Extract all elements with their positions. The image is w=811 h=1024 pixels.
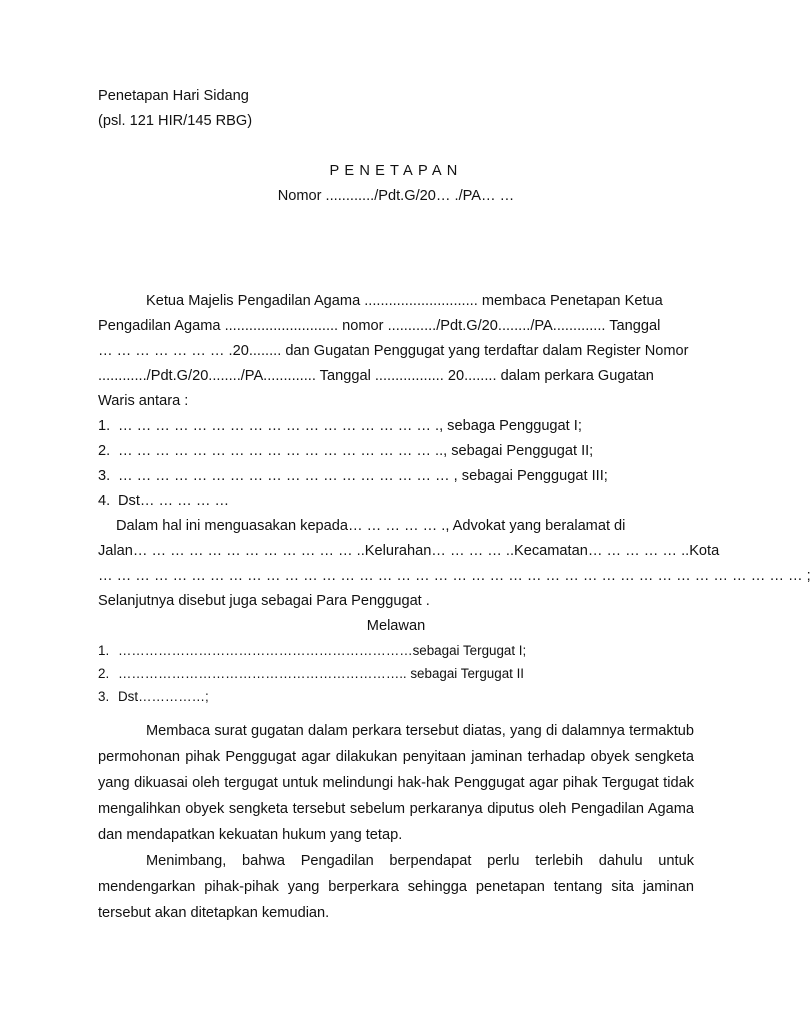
list-text: Dst… … … … …	[118, 493, 230, 509]
list-number: 4.	[98, 493, 111, 509]
paragraph-2-line-3: … … … … … … … … … … … … … … … … … … … … … … … … … … … … … … … … … … … … … … ;	[98, 568, 811, 584]
document-heading: PENETAPAN	[329, 163, 463, 179]
list-text: Dst……………;	[118, 689, 209, 704]
paragraph-1-line-5: Waris antara :	[98, 393, 189, 409]
list-number: 3.	[98, 689, 110, 704]
paragraph-3: Membaca surat gugatan dalam perkara tersebut diatas, yang di dalamnya termaktub permohonan pihak Penggugat agar dilakukan penyitaan jaminan terhadap obyek sengketa yang dikuasai oleh tergugat untuk melindungi hak-hak Penggugat agar pihak Tergugat tidak mengalihkan obyek sengketa tersebut sebelum perkaranya diputus oleh Pengadilan Agama dan mendapatkan kekuatan hukum yang tetap.	[98, 723, 694, 843]
penggugat-item	[98, 464, 694, 489]
paragraph-1-line-3: … … … … … … … .20........ dan Gugatan Penggugat yang terdaftar dalam Register Nomor	[98, 343, 689, 359]
list-number: 2.	[98, 666, 110, 681]
paragraph-2-line-4: Selanjutnya disebut juga sebagai Para Penggugat .	[98, 593, 430, 609]
list-number: 1.	[98, 643, 110, 658]
paragraph-1-line-1: Ketua Majelis Pengadilan Agama ............................ membaca Penetapan Ketua	[146, 293, 663, 309]
melawan-heading: Melawan	[366, 618, 426, 634]
document-number: Nomor ............/Pdt.G/20… ./PA… …	[277, 188, 515, 204]
list-text: … … … … … … … … … … … … … … … … … … , sebagai Penggugat III;	[118, 468, 608, 484]
list-text: … … … … … … … … … … … … … … … … … ., sebaga Penggugat I;	[118, 418, 582, 434]
document-page	[98, 84, 811, 926]
tergugat-item	[98, 639, 694, 662]
tergugat-item	[98, 685, 694, 708]
paragraph-2-line-1: Dalam hal ini menguasakan kepada… … … … … ., Advokat yang beralamat di	[116, 518, 626, 534]
header-subtitle: (psl. 121 HIR/145 RBG)	[98, 113, 253, 129]
header-title: Penetapan Hari Sidang	[98, 88, 249, 104]
penggugat-item	[98, 414, 694, 439]
paragraph-4: Menimbang, bahwa Pengadilan berpendapat perlu terlebih dahulu untuk mendengarkan pihak-pihak yang berperkara sehingga penetapan tentang sita jaminan tersebut akan ditetapkan kemudian.	[98, 853, 694, 921]
list-text: … … … … … … … … … … … … … … … … … .., sebagai Penggugat II;	[118, 443, 594, 459]
penggugat-item	[98, 489, 694, 514]
list-text: ……………………………………………………….. sebagai Tergugat II	[118, 666, 525, 681]
list-number: 3.	[98, 468, 111, 484]
paragraph-1-line-2: Pengadilan Agama ............................ nomor ............/Pdt.G/20......../PA............. Tanggal	[98, 318, 661, 334]
list-number: 2.	[98, 443, 111, 459]
paragraph-2-line-2: Jalan… … … … … … … … … … … … ..Kelurahan… … … … ..Kecamatan… … … … … ..Kota	[98, 543, 720, 559]
paragraph-1-line-4: ............/Pdt.G/20......../PA............. Tanggal ................. 20........ dalam perkara Gugatan	[98, 368, 654, 384]
tergugat-item	[98, 662, 694, 685]
penggugat-item	[98, 439, 694, 464]
list-text: …………………………………………………………sebagai Tergugat I;	[118, 643, 527, 658]
list-number: 1.	[98, 418, 111, 434]
